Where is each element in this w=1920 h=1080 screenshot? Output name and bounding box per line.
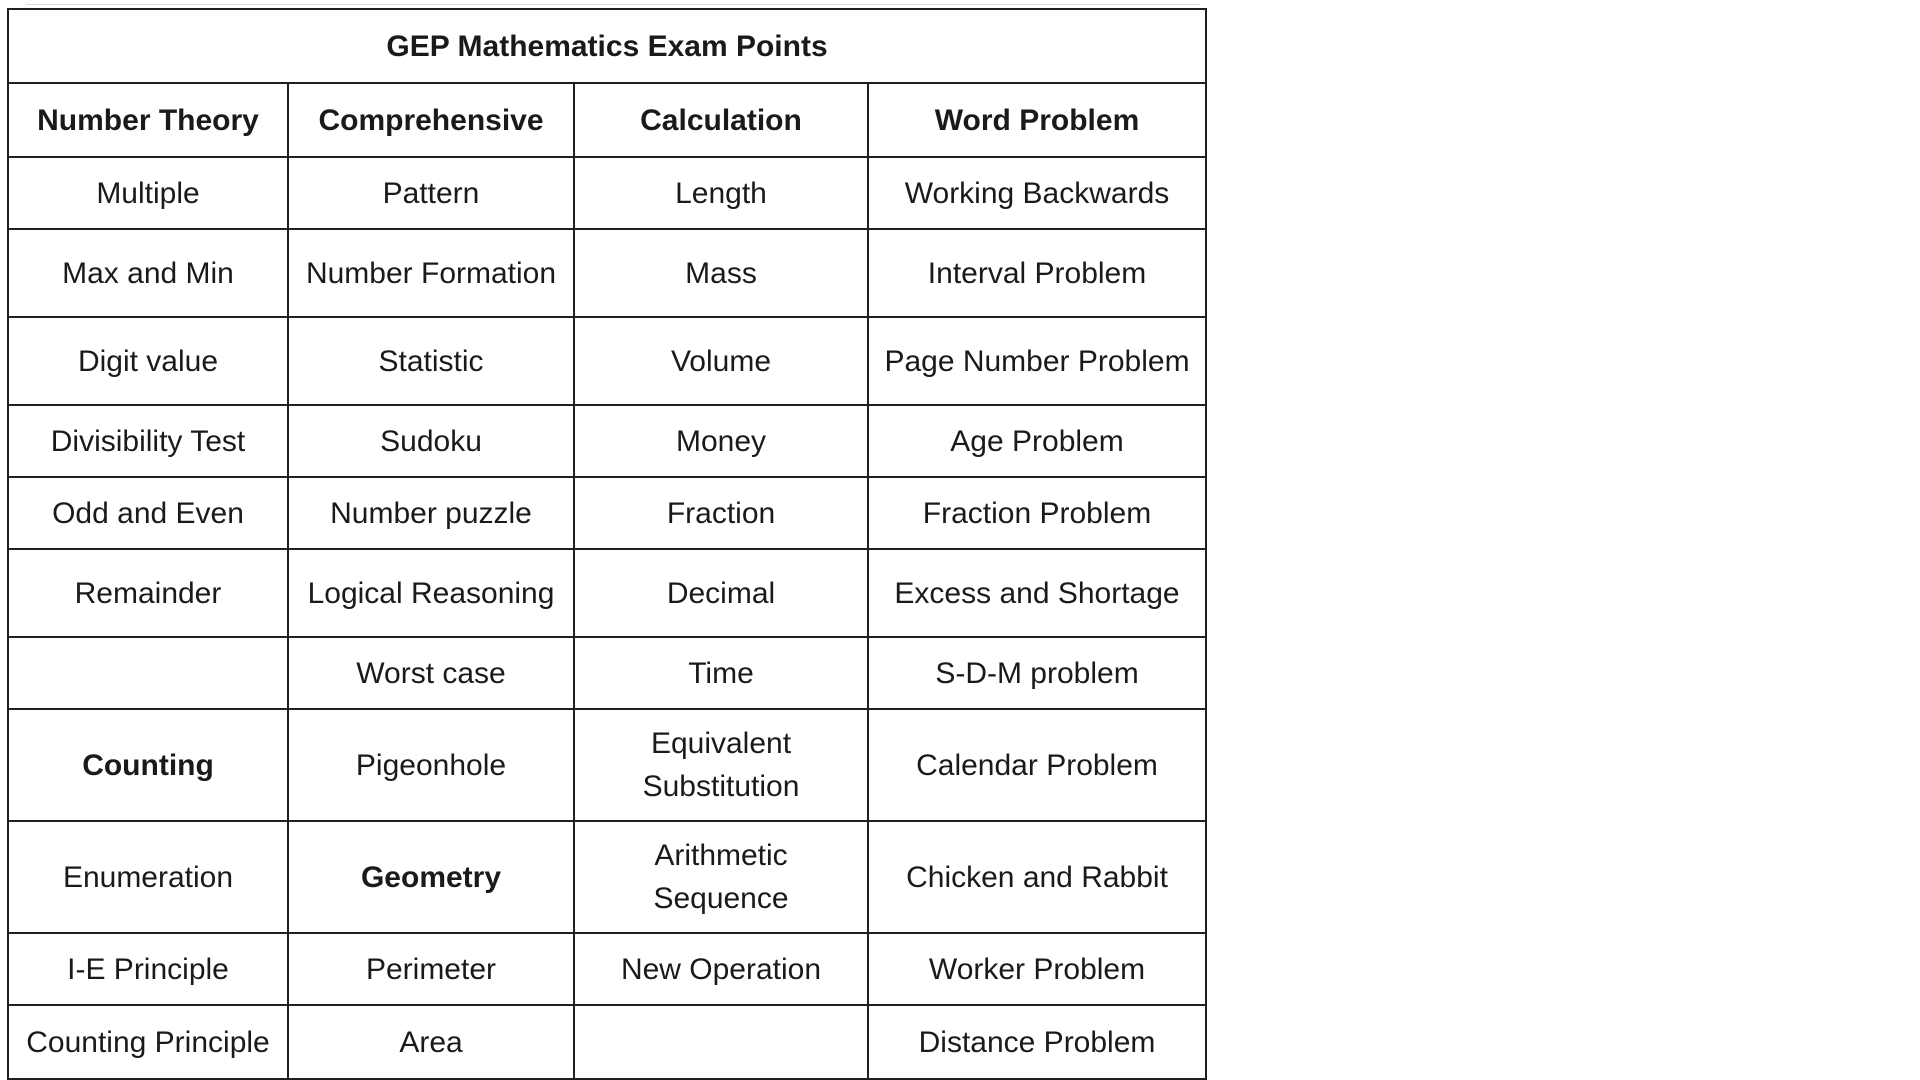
- column-header-number-theory: Number Theory: [8, 83, 288, 157]
- table-cell-section-geometry: Geometry: [288, 821, 574, 933]
- table-title: GEP Mathematics Exam Points: [8, 9, 1206, 83]
- table-row: [8, 157, 1206, 229]
- column-header-comprehensive: Comprehensive: [288, 83, 574, 157]
- table-cell: Area: [288, 1005, 574, 1079]
- table-cell: Arithmetic Sequence: [574, 821, 868, 933]
- table-cell: Multiple: [8, 157, 288, 229]
- table-cell: Page Number Problem: [868, 317, 1206, 405]
- table-cell: Sudoku: [288, 405, 574, 477]
- exam-points-table: [7, 8, 1207, 1080]
- table-cell: Worst case: [288, 637, 574, 709]
- column-header-calculation: Calculation: [574, 83, 868, 157]
- table-cell: Divisibility Test: [8, 405, 288, 477]
- table-cell: Volume: [574, 317, 868, 405]
- table-cell: Time: [574, 637, 868, 709]
- table-cell-section-counting: Counting: [8, 709, 288, 821]
- table-cell: Chicken and Rabbit: [868, 821, 1206, 933]
- top-divider-line: [26, 4, 1200, 5]
- table-cell: Pattern: [288, 157, 574, 229]
- table-cell: Enumeration: [8, 821, 288, 933]
- table-cell: Length: [574, 157, 868, 229]
- table-row: [8, 549, 1206, 637]
- table-row: [8, 477, 1206, 549]
- table-cell: Counting Principle: [8, 1005, 288, 1079]
- table-row: [8, 1005, 1206, 1079]
- table-cell: [8, 637, 288, 709]
- table-cell: Working Backwards: [868, 157, 1206, 229]
- table-cell: Worker Problem: [868, 933, 1206, 1005]
- table-cell: Excess and Shortage: [868, 549, 1206, 637]
- column-header-word-problem: Word Problem: [868, 83, 1206, 157]
- table-cell: Number Formation: [288, 229, 574, 317]
- table-cell: Interval Problem: [868, 229, 1206, 317]
- table-cell: Logical Reasoning: [288, 549, 574, 637]
- table-cell: Number puzzle: [288, 477, 574, 549]
- table-cell: Distance Problem: [868, 1005, 1206, 1079]
- table-row: [8, 933, 1206, 1005]
- table-cell: Age Problem: [868, 405, 1206, 477]
- table-row: [8, 317, 1206, 405]
- table-cell: Pigeonhole: [288, 709, 574, 821]
- table-cell: Digit value: [8, 317, 288, 405]
- table-cell: Mass: [574, 229, 868, 317]
- table-cell: Calendar Problem: [868, 709, 1206, 821]
- table-row: [8, 637, 1206, 709]
- table-row: [8, 405, 1206, 477]
- table-cell: Perimeter: [288, 933, 574, 1005]
- table-cell: Decimal: [574, 549, 868, 637]
- table-cell: Max and Min: [8, 229, 288, 317]
- table-row: [8, 821, 1206, 933]
- table-cell: Fraction: [574, 477, 868, 549]
- table-cell: Statistic: [288, 317, 574, 405]
- table-cell: I-E Principle: [8, 933, 288, 1005]
- table-cell: [574, 1005, 868, 1079]
- table-cell: S-D-M problem: [868, 637, 1206, 709]
- table-row: [8, 709, 1206, 821]
- table-cell: Odd and Even: [8, 477, 288, 549]
- table-cell: Money: [574, 405, 868, 477]
- table-cell: Remainder: [8, 549, 288, 637]
- table-cell: New Operation: [574, 933, 868, 1005]
- table-cell: Fraction Problem: [868, 477, 1206, 549]
- table-cell: Equivalent Substitution: [574, 709, 868, 821]
- table-row: [8, 229, 1206, 317]
